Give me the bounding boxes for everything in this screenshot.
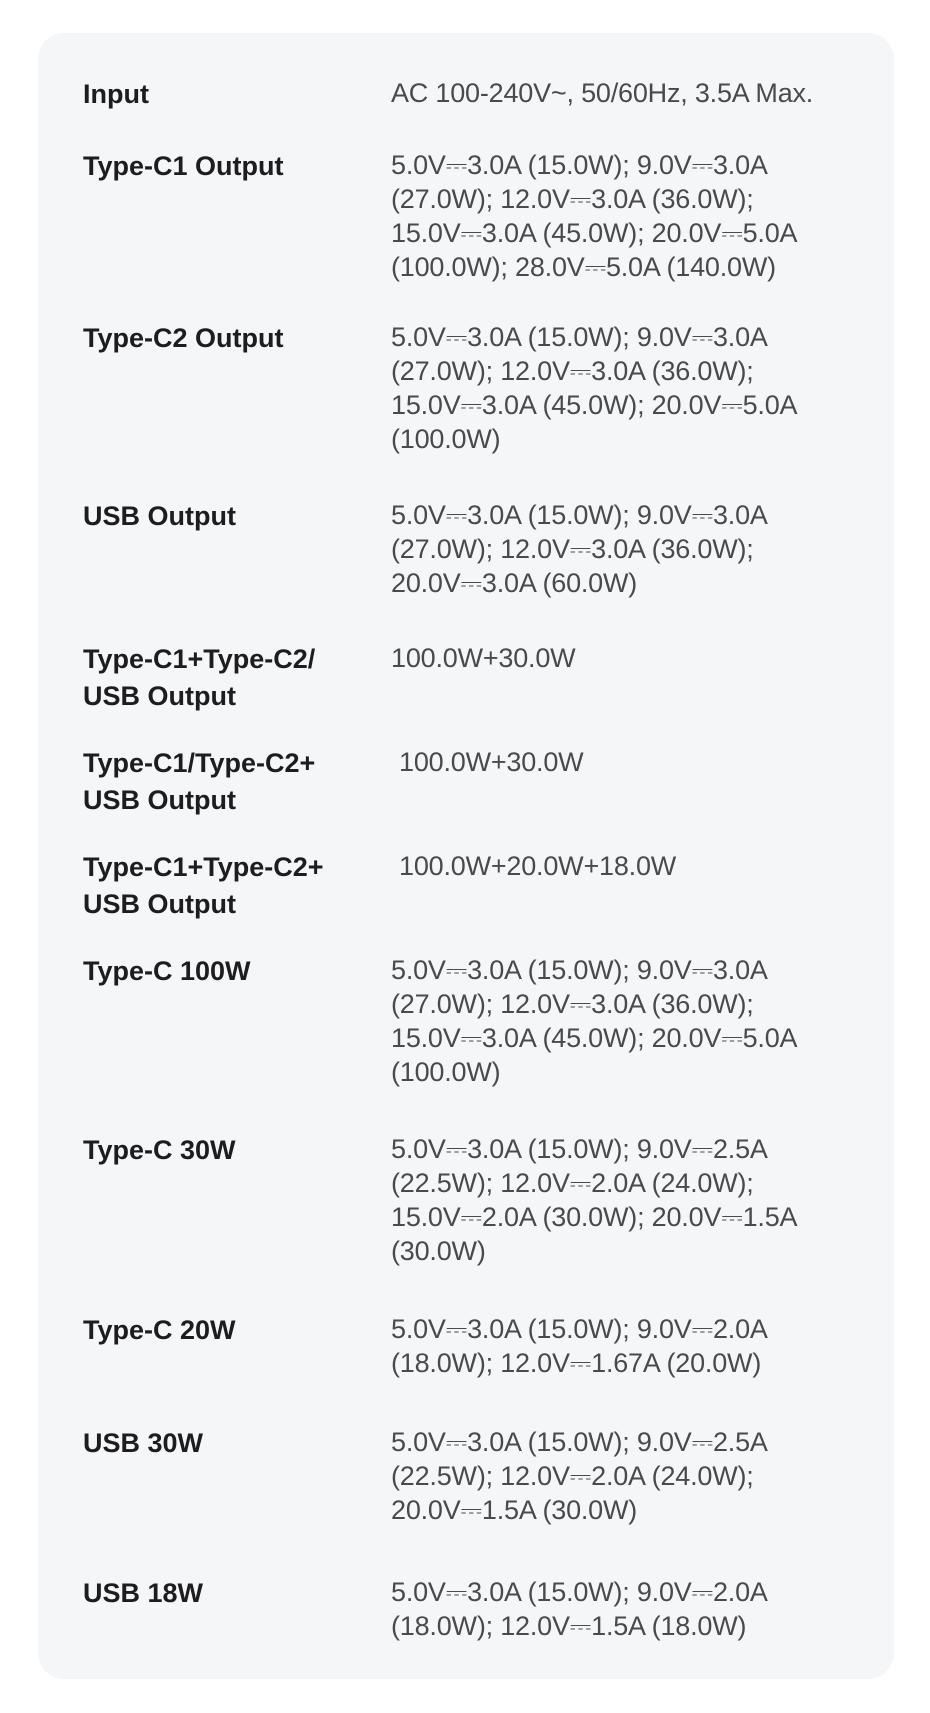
spec-value: 5.0V⎓3.0A (15.0W); 9.0V⎓3.0A (27.0W); 12.0V⎓3.0A (36.0W); 15.0V⎓3.0A (45.0W); 20.0V⎓5.0A (100.0W); 28.0V⎓5.0A (140.0W)	[391, 150, 796, 282]
spec-value: 5.0V⎓3.0A (15.0W); 9.0V⎓2.5A (22.5W); 12.0V⎓2.0A (24.0W); 20.0V⎓1.5A (30.0W)	[391, 1427, 767, 1525]
spec-label: Type-C1+Type-C2/ USB Output	[83, 644, 316, 711]
spec-label: Input	[83, 79, 149, 109]
spec-label: USB 18W	[83, 1578, 204, 1608]
spec-value: 5.0V⎓3.0A (15.0W); 9.0V⎓3.0A (27.0W); 12.0V⎓3.0A (36.0W); 15.0V⎓3.0A (45.0W); 20.0V⎓5.0A (100.0W)	[391, 955, 796, 1087]
spec-label: Type-C2 Output	[83, 323, 284, 353]
spec-value: 5.0V⎓3.0A (15.0W); 9.0V⎓3.0A (27.0W); 12.0V⎓3.0A (36.0W); 15.0V⎓3.0A (45.0W); 20.0V⎓5.0A (100.0W)	[391, 322, 796, 454]
spec-value: 5.0V⎓3.0A (15.0W); 9.0V⎓2.0A (18.0W); 12.0V⎓1.5A (18.0W)	[391, 1577, 767, 1641]
spec-label: Type-C1 Output	[83, 151, 284, 181]
spec-label: Type-C1+Type-C2+ USB Output	[83, 852, 324, 919]
spec-label: Type-C 20W	[83, 1315, 236, 1345]
spec-card	[38, 33, 894, 1679]
spec-label: USB Output	[83, 501, 236, 531]
spec-value: AC 100-240V~, 50/60Hz, 3.5A Max.	[391, 78, 814, 108]
spec-label: Type-C1/Type-C2+ USB Output	[83, 748, 316, 815]
spec-label: USB 30W	[83, 1428, 204, 1458]
spec-value: 5.0V⎓3.0A (15.0W); 9.0V⎓2.0A (18.0W); 12.0V⎓1.67A (20.0W)	[391, 1314, 767, 1378]
spec-label: Type-C 30W	[83, 1135, 236, 1165]
spec-value: 5.0V⎓3.0A (15.0W); 9.0V⎓3.0A (27.0W); 12.0V⎓3.0A (36.0W); 20.0V⎓3.0A (60.0W)	[391, 500, 767, 598]
spec-value: 5.0V⎓3.0A (15.0W); 9.0V⎓2.5A (22.5W); 12.0V⎓2.0A (24.0W); 15.0V⎓2.0A (30.0W); 20.0V⎓1.5A (30.0W)	[391, 1134, 796, 1266]
spec-value: 100.0W+30.0W	[399, 747, 584, 777]
spec-value: 100.0W+30.0W	[391, 643, 576, 673]
spec-value: 100.0W+20.0W+18.0W	[399, 851, 677, 881]
spec-label: Type-C 100W	[83, 956, 251, 986]
